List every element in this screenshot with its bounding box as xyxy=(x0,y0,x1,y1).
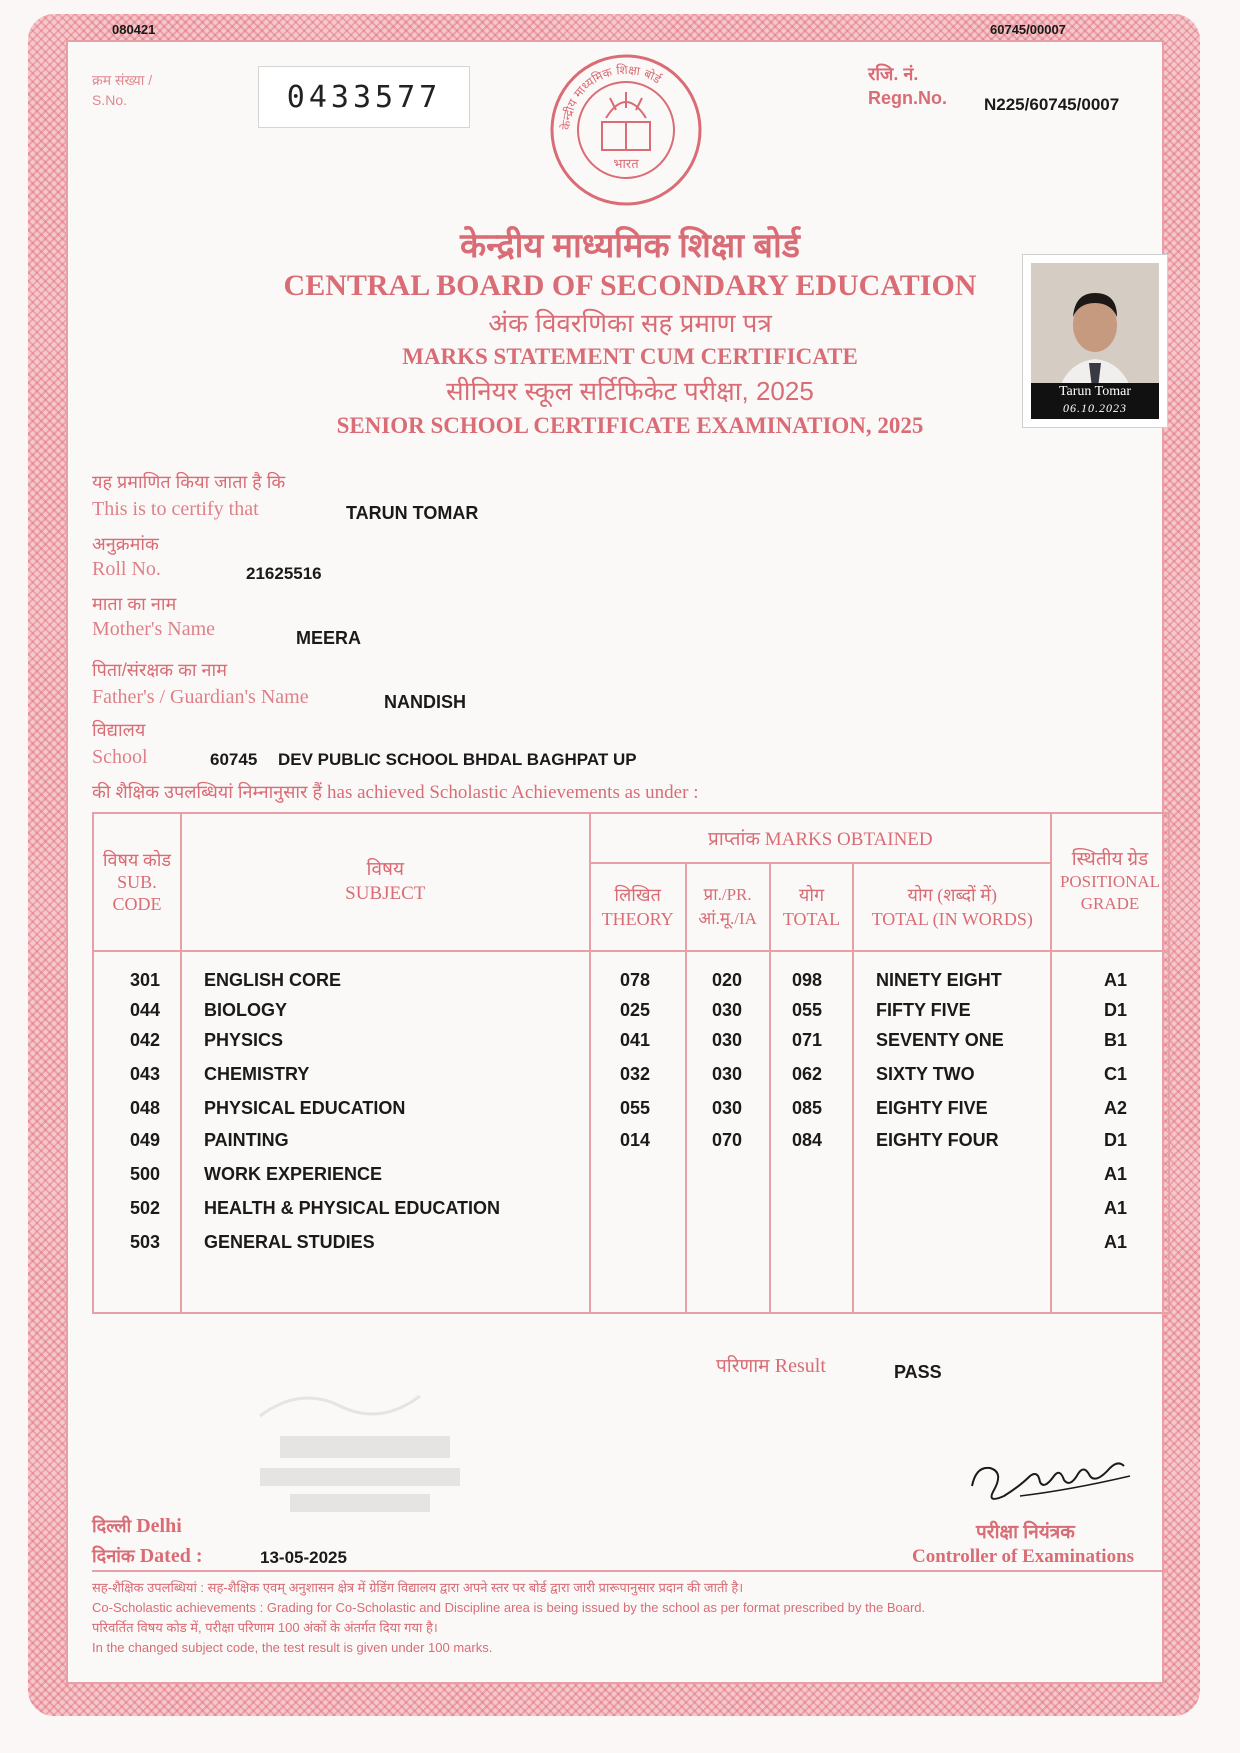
document-title-hi: अंक विवरणिका सह प्रमाण पत्र xyxy=(488,308,772,338)
row-theory: 025 xyxy=(620,1000,651,1020)
row-subject: PHYSICAL EDUCATION xyxy=(204,1098,406,1118)
row-theory: 032 xyxy=(620,1064,651,1084)
row-subject: GENERAL STUDIES xyxy=(204,1232,375,1252)
table-row xyxy=(92,1228,1170,1258)
row-subject: CHEMISTRY xyxy=(204,1064,310,1084)
serial-label xyxy=(92,70,152,110)
row-code: 500 xyxy=(130,1164,161,1184)
header-subject-en: SUBJECT xyxy=(345,883,426,904)
row-pr: 030 xyxy=(712,1030,743,1050)
regn-label-en: Regn.No. xyxy=(868,88,947,108)
row-grade: D1 xyxy=(1104,1000,1128,1020)
row-subject: WORK EXPERIENCE xyxy=(204,1164,383,1184)
achieved-label-en: has achieved Scholastic Achievements as under : xyxy=(327,782,699,803)
header-marks-hi: प्राप्तांक xyxy=(708,829,760,850)
row-code: 043 xyxy=(130,1064,161,1084)
table-row xyxy=(92,1026,1170,1056)
header-total-hi: योग xyxy=(798,885,825,905)
principal-stamp-icon xyxy=(240,1376,470,1526)
mother-name: MEERA xyxy=(296,628,362,648)
roll-label-en: Roll No. xyxy=(92,558,161,580)
header-grade xyxy=(1051,813,1169,951)
header-theory-hi: लिखित xyxy=(614,885,661,905)
result-label-hi: परिणाम xyxy=(716,1356,770,1377)
row-pr: 020 xyxy=(712,970,743,990)
table-row xyxy=(92,1060,1170,1090)
row-grade: A2 xyxy=(1104,1098,1128,1118)
header-words-en: TOTAL (IN WORDS) xyxy=(871,909,1033,929)
place-line xyxy=(92,1514,182,1538)
footnotes xyxy=(92,1578,1168,1658)
row-total: 085 xyxy=(792,1098,823,1118)
header-marks-en: MARKS OBTAINED xyxy=(764,829,933,850)
achieved-label-hi: की शैक्षिक उपलब्धियां निम्नानुसार हैं xyxy=(92,782,323,802)
controller-title-en: Controller of Examinations xyxy=(912,1546,1135,1567)
school-label-hi: विद्यालय xyxy=(92,720,146,740)
header-theory-en: THEORY xyxy=(601,909,674,929)
regn-label-hi: रजि. नं. xyxy=(868,64,919,84)
exam-title-hi: सीनियर स्कूल सर्टिफिकेट परीक्षा, 2025 xyxy=(446,376,814,406)
photo-caption xyxy=(1031,383,1159,419)
seal-center-text: भारत xyxy=(613,157,639,172)
row-grade: A1 xyxy=(1104,1198,1128,1218)
serial-label-hi: क्रम संख्या / xyxy=(92,72,153,88)
header-grade-en2: GRADE xyxy=(1080,894,1140,913)
row-words: EIGHTY FOUR xyxy=(876,1130,999,1150)
candidate-name: TARUN TOMAR xyxy=(346,503,479,523)
dated-label-hi: दिनांक xyxy=(92,1546,135,1566)
dated-label-en: Dated : xyxy=(139,1545,203,1567)
school-label-en: School xyxy=(92,746,148,768)
cbse-seal-icon xyxy=(548,52,704,208)
row-grade: A1 xyxy=(1104,1164,1128,1184)
exam-title-en: SENIOR SCHOOL CERTIFICATE EXAMINATION, 2025 xyxy=(336,413,924,438)
table-row xyxy=(92,1160,1170,1190)
row-grade: C1 xyxy=(1104,1064,1128,1084)
row-code: 503 xyxy=(130,1232,161,1252)
row-grade: A1 xyxy=(1104,1232,1128,1252)
controller-signature-icon xyxy=(960,1446,1140,1516)
footnote-2-en: In the changed subject code, the test result is given under 100 marks. xyxy=(92,1640,493,1655)
row-code: 044 xyxy=(130,1000,161,1020)
svg-text:केन्द्रीय माध्यमिक शिक्षा बोर् xyxy=(559,63,665,131)
result-label-en: Result xyxy=(774,1355,826,1377)
row-code: 048 xyxy=(130,1098,161,1118)
row-pr: 070 xyxy=(712,1130,743,1150)
result-label xyxy=(716,1352,826,1378)
row-code: 502 xyxy=(130,1198,161,1218)
mother-label-en: Mother's Name xyxy=(92,618,216,640)
row-grade: D1 xyxy=(1104,1130,1128,1150)
school-code: 60745 xyxy=(210,750,258,769)
row-total: 071 xyxy=(792,1030,823,1050)
row-subject: PAINTING xyxy=(204,1130,289,1150)
mother-label-hi: माता का नाम xyxy=(92,594,177,614)
header-practical xyxy=(686,863,770,951)
row-words: EIGHTY FIVE xyxy=(876,1098,988,1118)
seal-ring-text: केन्द्रीय माध्यमिक शिक्षा बोर्ड xyxy=(558,62,664,131)
header-grade-hi: स्थितीय ग्रेड xyxy=(1071,849,1149,870)
row-theory: 041 xyxy=(620,1030,651,1050)
school-name: DEV PUBLIC SCHOOL BHDAL BAGHPAT UP xyxy=(278,750,637,769)
row-theory: 055 xyxy=(620,1098,651,1118)
header-theory xyxy=(590,863,686,951)
achieved-line xyxy=(92,780,698,804)
footer-divider xyxy=(92,1570,1168,1572)
row-subject: HEALTH & PHYSICAL EDUCATION xyxy=(204,1198,501,1218)
heading-block xyxy=(230,224,1030,442)
row-grade: A1 xyxy=(1104,970,1128,990)
result-value: PASS xyxy=(894,1362,942,1382)
table-row xyxy=(92,1094,1170,1124)
row-code: 301 xyxy=(130,970,161,990)
header-words-hi: योग (शब्दों में) xyxy=(907,885,997,905)
row-subject: ENGLISH CORE xyxy=(204,970,342,990)
header-grade-en1: POSITIONAL xyxy=(1059,872,1161,891)
place-en: Delhi xyxy=(136,1515,182,1537)
serial-label-en: S.No. xyxy=(92,92,128,108)
header-total-en: TOTAL xyxy=(782,909,841,929)
table-row xyxy=(92,1194,1170,1224)
header-total xyxy=(770,863,854,951)
row-code: 042 xyxy=(130,1030,161,1050)
dated-line xyxy=(92,1544,202,1568)
row-words: FIFTY FIVE xyxy=(876,1000,971,1020)
roll-label-hi: अनुक्रमांक xyxy=(92,534,159,554)
row-total: 098 xyxy=(792,970,823,990)
header-subject xyxy=(181,813,590,951)
controller-title-hi: परीक्षा नियंत्रक xyxy=(976,1522,1075,1543)
header-code-en1: SUB. xyxy=(117,872,157,892)
regn-number: N225/60745/0007 xyxy=(984,95,1120,114)
row-total: 084 xyxy=(792,1130,823,1150)
board-name-en: CENTRAL BOARD OF SECONDARY EDUCATION xyxy=(283,269,977,302)
row-pr: 030 xyxy=(712,1000,743,1020)
place-hi: दिल्ली xyxy=(92,1516,132,1536)
father-name: NANDISH xyxy=(384,692,467,712)
row-pr: 030 xyxy=(712,1098,743,1118)
footnote-2-hi: परिवर्तित विषय कोड में, परीक्षा परिणाम 100 अंकों के अंतर्गत दिया गया है। xyxy=(92,1620,438,1635)
row-total: 055 xyxy=(792,1000,823,1020)
row-words: SEVENTY ONE xyxy=(876,1030,1004,1050)
header-total-words xyxy=(853,863,1051,951)
table-row xyxy=(92,996,1170,1026)
row-words: NINETY EIGHT xyxy=(876,970,1002,990)
certify-label-en: This is to certify that xyxy=(92,498,259,520)
top-left-code: 080421 xyxy=(112,22,156,37)
row-pr: 030 xyxy=(712,1064,743,1084)
board-name-hi: केन्द्रीय माध्यमिक शिक्षा बोर्ड xyxy=(460,227,800,265)
candidate-photo xyxy=(1022,254,1168,428)
serial-number: 0433577 xyxy=(258,66,470,128)
header-pr-en: आं.मू./IA xyxy=(698,909,757,928)
header-sub-code xyxy=(93,813,181,951)
father-label-hi: पिता/संरक्षक का नाम xyxy=(92,660,227,680)
row-code: 049 xyxy=(130,1130,161,1150)
photo-name: Tarun Tomar xyxy=(1058,384,1132,399)
photo-date: 06.10.2023 xyxy=(1063,401,1127,415)
certify-label-hi: यह प्रमाणित किया जाता है कि xyxy=(92,472,286,492)
header-marks-obtained xyxy=(590,813,1051,863)
roll-number: 21625516 xyxy=(246,564,322,583)
footnote-1-en: Co-Scholastic achievements : Grading for Co-Scholastic and Discipline area is being issued by the school as per format prescribed by the Board. xyxy=(92,1600,926,1615)
row-total: 062 xyxy=(792,1064,823,1084)
header-code-hi: विषय कोड xyxy=(102,850,171,870)
table-row xyxy=(92,1126,1170,1156)
regn-label xyxy=(868,62,947,110)
father-label-en: Father's / Guardian's Name xyxy=(92,686,309,708)
document-title-en: MARKS STATEMENT CUM CERTIFICATE xyxy=(402,344,858,369)
header-subject-hi: विषय xyxy=(366,859,405,880)
header-code-en2: CODE xyxy=(112,894,162,914)
row-subject: PHYSICS xyxy=(204,1030,284,1050)
row-grade: B1 xyxy=(1104,1030,1128,1050)
header-pr-hi: प्रा./PR. xyxy=(703,885,752,904)
row-theory: 014 xyxy=(620,1130,651,1150)
dated-value: 13-05-2025 xyxy=(260,1548,347,1567)
top-right-code: 60745/00007 xyxy=(990,22,1066,37)
row-theory: 078 xyxy=(620,970,651,990)
row-words: SIXTY TWO xyxy=(876,1064,975,1084)
footnote-1-hi: सह-शैक्षिक उपलब्धियां : सह-शैक्षिक एवम् अनुशासन क्षेत्र में ग्रेडिंग विद्यालय द्वारा अपने स्तर पर बोर्ड द्वारा जारी प्रारूपानुसार प्रदान की जाती है। xyxy=(92,1580,744,1595)
table-row xyxy=(92,966,1170,996)
row-subject: BIOLOGY xyxy=(204,1000,288,1020)
